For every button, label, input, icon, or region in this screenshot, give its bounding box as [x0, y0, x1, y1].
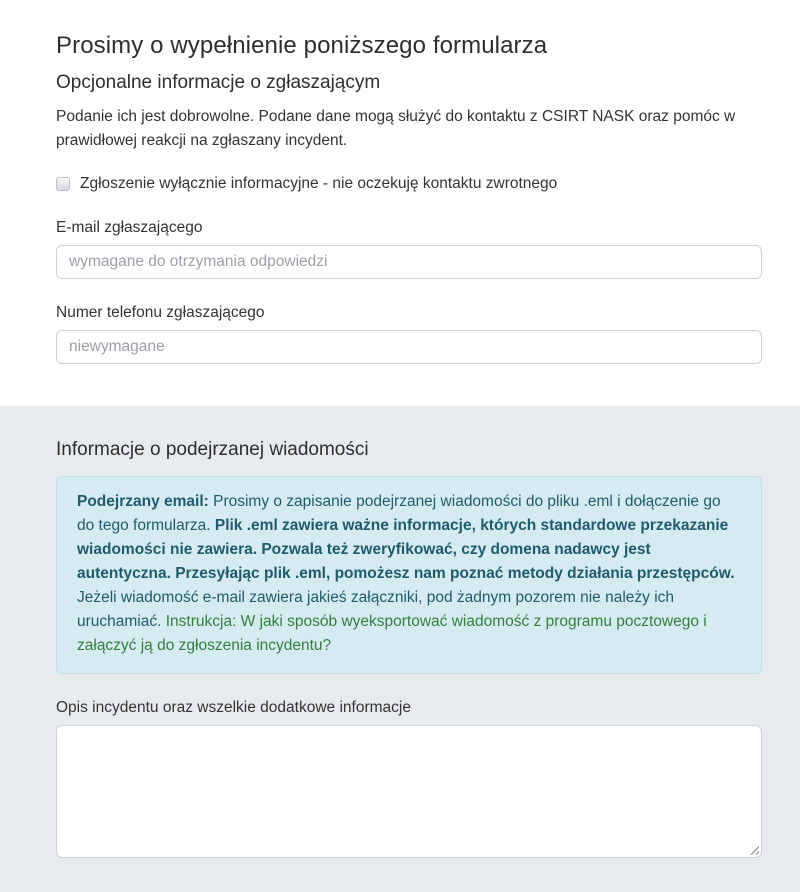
suspicious-email-alert [56, 476, 762, 674]
page-title: Prosimy o wypełnienie poniższego formularza [56, 32, 548, 59]
reporter-info-section [0, 0, 800, 406]
export-instruction-link[interactable]: Instrukcja: W jaki sposób wyeksportować wiadomość z programu pocztowego i załączyć ją do zgłoszenia incydentu? [77, 612, 707, 654]
incident-description-label: Opis incydentu oraz wszelkie dodatkowe informacje [56, 698, 411, 716]
reporter-section-subtitle: Opcjonalne informacje o zgłaszającym [56, 72, 381, 93]
reporter-intro-text: Podanie ich jest dobrowolne. Podane dane mogą służyć do kontaktu z CSIRT NASK oraz pomóc w prawidłowej reakcji na zgłaszany incydent. [56, 107, 736, 149]
message-section-title: Informacje o podejrzanej wiadomości [56, 439, 369, 460]
alert-text-1: Prosimy o zapisanie podejrzanej wiadomości do pliku .eml i dołączenie go do tego formularza. [77, 492, 721, 534]
info-only-checkbox-row[interactable] [56, 174, 762, 194]
incident-description-wrap [56, 725, 762, 858]
info-only-checkbox[interactable] [56, 177, 70, 191]
email-label: E-mail zgłaszającego [56, 218, 203, 236]
alert-bold-2: Plik .eml zawiera ważne informacje, których standardowe przekazanie wiadomości nie zawiera. Pozwala też zweryfikować, czy domena nadawcy jest autentyczna. Przesyłając plik .eml, pomożesz nam poznać metody działania przestępców. [77, 516, 735, 582]
alert-text-2: Jeżeli wiadomość e-mail zawiera jakieś załączniki, pod żadnym pozorem nie należy ich uruchamiać. [77, 588, 675, 630]
info-only-checkbox-label[interactable]: Zgłoszenie wyłącznie informacyjne - nie oczekuję kontaktu zwrotnego [80, 174, 558, 192]
suspicious-message-section [0, 406, 800, 892]
email-field[interactable] [56, 245, 762, 279]
phone-label: Numer telefonu zgłaszającego [56, 303, 265, 321]
phone-field[interactable] [56, 330, 762, 364]
alert-lead-bold: Podejrzany email: [77, 492, 209, 510]
incident-description-field[interactable] [56, 725, 762, 858]
